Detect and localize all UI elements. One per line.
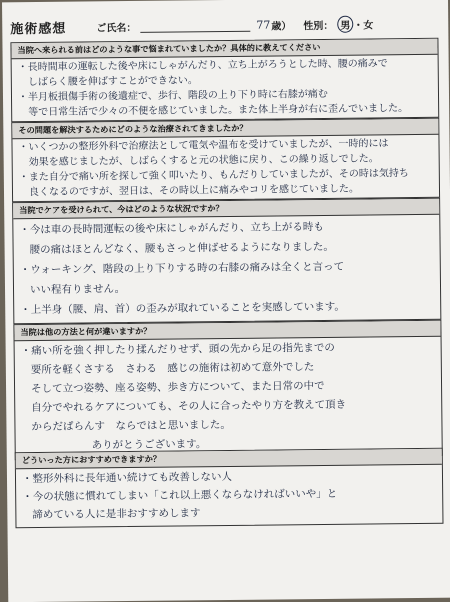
answer-line: 等で日常生活で少々の不便を感じていました。また体上半身が右に歪んでいました。 <box>28 103 409 119</box>
section-heading: 当院へ来られる前はどのような事で悩まれていましたか？具体的に教えてください <box>11 39 437 59</box>
answer-line: ・整形外科に長年通い続けても改善しない人 <box>21 470 233 486</box>
handwritten-answer <box>13 215 440 320</box>
section-difference <box>13 320 442 460</box>
answer-line: 効果を感じましたが、しばらくすると元の状態に戻り、この繰り返しでした。 <box>28 153 379 169</box>
answer-line: 要所を軽くさする さわる 感じの施術は初めて意外でした <box>30 361 315 377</box>
section-heading: どういった方におすすめできますか？ <box>16 449 442 469</box>
answer-line: ・今の状態に慣れてしまい「これ以上悪くならなければいいや」と <box>22 487 338 504</box>
form-header <box>6 12 442 39</box>
section-prior-troubles <box>10 38 439 122</box>
name-field-line <box>140 18 250 32</box>
sex-option-female: 女 <box>363 19 374 32</box>
handwritten-answer <box>12 55 439 120</box>
questionnaire-sheet <box>2 0 450 602</box>
answer-line: ・ウォーキング、階段の上り下りする時の右膝の痛みは全くと言って <box>19 260 345 277</box>
answer-line: そして立つ姿勢、座る姿勢、歩き方について、また日常の中で <box>31 379 325 396</box>
sex-label: 性別： <box>303 20 334 32</box>
answer-line: ・半月板損傷手術の後遺症で、歩行、階段の上り下り時に右膝が痛む <box>17 88 328 104</box>
section-recommendation <box>15 448 444 528</box>
answer-line: ・また自分で痛い所を探して強く叩いたり、もんだりしていましたが、その時は気持ち <box>18 168 409 184</box>
sex-separator: ・ <box>353 20 364 32</box>
handwritten-answer <box>12 135 439 200</box>
handwritten-answer <box>16 465 443 524</box>
answer-line: ・痛い所を強く押したり揉んだりせず、頭の先から足の指先までの <box>20 341 335 358</box>
section-heading: 当院は他の方法と何が違いますか？ <box>14 321 440 341</box>
section-heading: その問題を解決するためにどのような治療されてきましたか？ <box>12 119 438 139</box>
age-value: 77 <box>256 18 271 32</box>
section-previous-treatment <box>11 118 440 202</box>
answer-line: いい程有りません。 <box>29 283 126 297</box>
form-title: 施術感想 <box>10 21 67 37</box>
answer-line: からだぱらんす ならではと思いました。 <box>31 418 231 434</box>
answer-line: ・今は車の長時間運転の後や床にしゃがんだり、立ち上がる時も <box>19 220 324 237</box>
handwritten-answer <box>15 337 442 456</box>
name-label: ご氏名： <box>96 22 137 34</box>
section-current-condition <box>12 198 441 324</box>
section-heading: 当院でケアを受けられて、今はどのような状況ですか？ <box>13 199 439 219</box>
answer-line: 腰の痛はほとんどなく、腰もさっと伸ばせるようになりました。 <box>29 240 334 257</box>
answer-line: 良くなるのですが、翌日は、その時以上に痛みやコリを感じていました。 <box>28 183 360 199</box>
answer-line: しばらく腰を伸ばすことができない。 <box>27 75 198 89</box>
answer-line: ・上半身（腰、肩、首）の歪みが取れていることを実感しています。 <box>20 300 345 317</box>
answer-line: ありがとうございます。 <box>91 438 207 452</box>
answer-line: ・長時間車の運転した後や床にしゃがんだり、立ち上がろうとした時、腰の痛みで <box>17 58 388 74</box>
age-unit: 歳） <box>271 20 292 33</box>
sex-option-male-circled: 男 <box>337 15 353 32</box>
answer-line: 自分でやれるケアについても、その人に合ったやり方を教えて頂き <box>31 398 347 415</box>
answer-line: ・いくつかの整形外科で治療法として電気や温布を受けていましたが、一時的には <box>18 138 389 154</box>
answer-line: 諦めている人に是非おすすめします <box>32 507 201 522</box>
